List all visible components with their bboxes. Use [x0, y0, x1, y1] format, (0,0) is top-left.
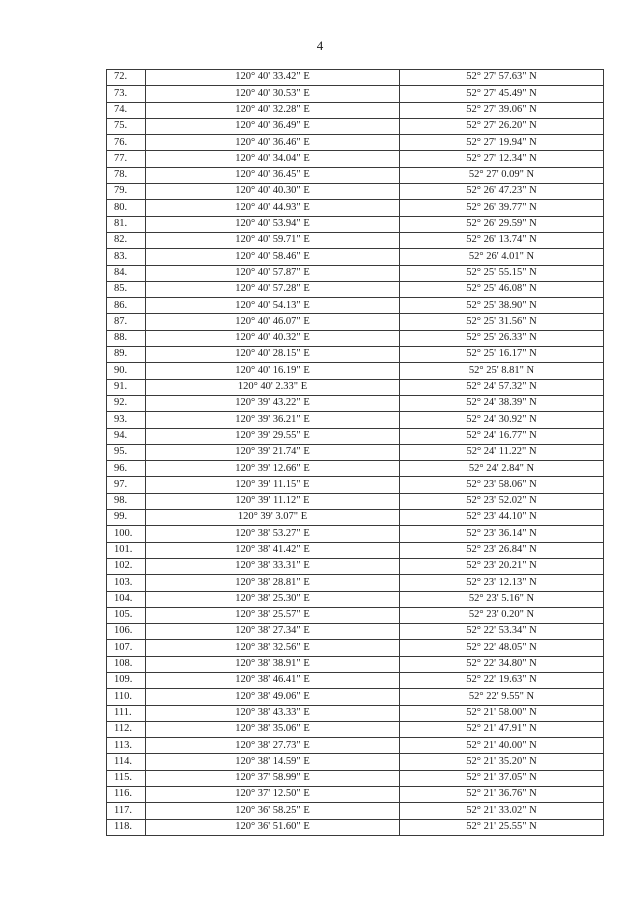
latitude-cell: 52° 27' 45.49" N	[400, 86, 604, 102]
longitude-cell: 120° 36' 58.25" E	[146, 803, 400, 819]
point-number-cell: 76.	[107, 135, 146, 151]
longitude-cell: 120° 40' 59.71" E	[146, 232, 400, 248]
table-row	[107, 232, 604, 248]
table-row	[107, 265, 604, 281]
table-row	[107, 118, 604, 134]
point-number-cell: 74.	[107, 102, 146, 118]
point-number-cell: 94.	[107, 428, 146, 444]
point-number-cell: 86.	[107, 298, 146, 314]
longitude-cell: 120° 40' 57.87" E	[146, 265, 400, 281]
longitude-cell: 120° 40' 57.28" E	[146, 281, 400, 297]
longitude-cell: 120° 39' 21.74" E	[146, 444, 400, 460]
table-row	[107, 314, 604, 330]
latitude-cell: 52° 25' 8.81" N	[400, 363, 604, 379]
point-number-cell: 98.	[107, 493, 146, 509]
longitude-cell: 120° 38' 53.27" E	[146, 526, 400, 542]
longitude-cell: 120° 40' 16.19" E	[146, 363, 400, 379]
latitude-cell: 52° 22' 53.34" N	[400, 624, 604, 640]
latitude-cell: 52° 21' 58.00" N	[400, 705, 604, 721]
point-number-cell: 81.	[107, 216, 146, 232]
longitude-cell: 120° 39' 11.12" E	[146, 493, 400, 509]
latitude-cell: 52° 23' 12.13" N	[400, 575, 604, 591]
point-number-cell: 112.	[107, 721, 146, 737]
table-row	[107, 721, 604, 737]
longitude-cell: 120° 38' 28.81" E	[146, 575, 400, 591]
longitude-cell: 120° 39' 36.21" E	[146, 412, 400, 428]
point-number-cell: 73.	[107, 86, 146, 102]
point-number-cell: 113.	[107, 738, 146, 754]
table-row	[107, 607, 604, 623]
point-number-cell: 72.	[107, 70, 146, 86]
longitude-cell: 120° 38' 49.06" E	[146, 689, 400, 705]
latitude-cell: 52° 23' 36.14" N	[400, 526, 604, 542]
longitude-cell: 120° 39' 43.22" E	[146, 395, 400, 411]
longitude-cell: 120° 40' 36.49" E	[146, 118, 400, 134]
point-number-cell: 85.	[107, 281, 146, 297]
latitude-cell: 52° 22' 48.05" N	[400, 640, 604, 656]
longitude-cell: 120° 39' 11.15" E	[146, 477, 400, 493]
longitude-cell: 120° 40' 40.30" E	[146, 184, 400, 200]
table-row	[107, 526, 604, 542]
latitude-cell: 52° 24' 11.22" N	[400, 444, 604, 460]
table-row	[107, 624, 604, 640]
longitude-cell: 120° 38' 25.57" E	[146, 607, 400, 623]
latitude-cell: 52° 21' 25.55" N	[400, 819, 604, 835]
table-row	[107, 461, 604, 477]
point-number-cell: 75.	[107, 118, 146, 134]
longitude-cell: 120° 38' 38.91" E	[146, 656, 400, 672]
table-row	[107, 672, 604, 688]
latitude-cell: 52° 27' 12.34" N	[400, 151, 604, 167]
table-row	[107, 575, 604, 591]
latitude-cell: 52° 25' 16.17" N	[400, 347, 604, 363]
table-row	[107, 200, 604, 216]
point-number-cell: 96.	[107, 461, 146, 477]
point-number-cell: 104.	[107, 591, 146, 607]
point-number-cell: 99.	[107, 510, 146, 526]
latitude-cell: 52° 23' 20.21" N	[400, 558, 604, 574]
longitude-cell: 120° 37' 58.99" E	[146, 770, 400, 786]
latitude-cell: 52° 25' 26.33" N	[400, 330, 604, 346]
longitude-cell: 120° 38' 35.06" E	[146, 721, 400, 737]
table-row	[107, 428, 604, 444]
latitude-cell: 52° 22' 19.63" N	[400, 672, 604, 688]
point-number-cell: 108.	[107, 656, 146, 672]
latitude-cell: 52° 21' 37.05" N	[400, 770, 604, 786]
point-number-cell: 115.	[107, 770, 146, 786]
longitude-cell: 120° 39' 29.55" E	[146, 428, 400, 444]
latitude-cell: 52° 23' 58.06" N	[400, 477, 604, 493]
table-row	[107, 395, 604, 411]
longitude-cell: 120° 38' 46.41" E	[146, 672, 400, 688]
latitude-cell: 52° 24' 2.84" N	[400, 461, 604, 477]
latitude-cell: 52° 24' 57.32" N	[400, 379, 604, 395]
table-row	[107, 754, 604, 770]
table-row	[107, 86, 604, 102]
point-number-cell: 117.	[107, 803, 146, 819]
point-number-cell: 100.	[107, 526, 146, 542]
latitude-cell: 52° 21' 35.20" N	[400, 754, 604, 770]
table-row	[107, 135, 604, 151]
longitude-cell: 120° 40' 58.46" E	[146, 249, 400, 265]
table-row	[107, 542, 604, 558]
latitude-cell: 52° 23' 44.10" N	[400, 510, 604, 526]
point-number-cell: 80.	[107, 200, 146, 216]
longitude-cell: 120° 40' 36.45" E	[146, 167, 400, 183]
latitude-cell: 52° 27' 0.09" N	[400, 167, 604, 183]
point-number-cell: 118.	[107, 819, 146, 835]
latitude-cell: 52° 27' 26.20" N	[400, 118, 604, 134]
point-number-cell: 103.	[107, 575, 146, 591]
latitude-cell: 52° 27' 57.63" N	[400, 70, 604, 86]
point-number-cell: 110.	[107, 689, 146, 705]
point-number-cell: 114.	[107, 754, 146, 770]
point-number-cell: 116.	[107, 787, 146, 803]
table-row	[107, 738, 604, 754]
longitude-cell: 120° 38' 41.42" E	[146, 542, 400, 558]
latitude-cell: 52° 25' 38.90" N	[400, 298, 604, 314]
latitude-cell: 52° 22' 9.55" N	[400, 689, 604, 705]
point-number-cell: 105.	[107, 607, 146, 623]
longitude-cell: 120° 40' 40.32" E	[146, 330, 400, 346]
point-number-cell: 90.	[107, 363, 146, 379]
point-number-cell: 107.	[107, 640, 146, 656]
point-number-cell: 101.	[107, 542, 146, 558]
table-row	[107, 330, 604, 346]
latitude-cell: 52° 21' 40.00" N	[400, 738, 604, 754]
longitude-cell: 120° 40' 44.93" E	[146, 200, 400, 216]
longitude-cell: 120° 38' 27.73" E	[146, 738, 400, 754]
point-number-cell: 82.	[107, 232, 146, 248]
table-row	[107, 558, 604, 574]
longitude-cell: 120° 38' 27.34" E	[146, 624, 400, 640]
point-number-cell: 77.	[107, 151, 146, 167]
longitude-cell: 120° 40' 30.53" E	[146, 86, 400, 102]
latitude-cell: 52° 25' 46.08" N	[400, 281, 604, 297]
table-row	[107, 705, 604, 721]
longitude-cell: 120° 38' 32.56" E	[146, 640, 400, 656]
table-row	[107, 787, 604, 803]
latitude-cell: 52° 26' 29.59" N	[400, 216, 604, 232]
point-number-cell: 95.	[107, 444, 146, 460]
table-row	[107, 510, 604, 526]
longitude-cell: 120° 40' 34.04" E	[146, 151, 400, 167]
latitude-cell: 52° 24' 30.92" N	[400, 412, 604, 428]
point-number-cell: 93.	[107, 412, 146, 428]
table-row	[107, 281, 604, 297]
point-number-cell: 89.	[107, 347, 146, 363]
table-row	[107, 819, 604, 835]
table-row	[107, 591, 604, 607]
latitude-cell: 52° 23' 52.02" N	[400, 493, 604, 509]
table-row	[107, 363, 604, 379]
longitude-cell: 120° 39' 3.07" E	[146, 510, 400, 526]
point-number-cell: 84.	[107, 265, 146, 281]
latitude-cell: 52° 27' 19.94" N	[400, 135, 604, 151]
longitude-cell: 120° 40' 2.33" E	[146, 379, 400, 395]
latitude-cell: 52° 26' 39.77" N	[400, 200, 604, 216]
latitude-cell: 52° 23' 0.20" N	[400, 607, 604, 623]
latitude-cell: 52° 26' 4.01" N	[400, 249, 604, 265]
table-row	[107, 493, 604, 509]
latitude-cell: 52° 21' 47.91" N	[400, 721, 604, 737]
point-number-cell: 97.	[107, 477, 146, 493]
longitude-cell: 120° 40' 28.15" E	[146, 347, 400, 363]
table-row	[107, 444, 604, 460]
latitude-cell: 52° 26' 13.74" N	[400, 232, 604, 248]
table-row	[107, 640, 604, 656]
page-number: 4	[316, 38, 324, 53]
longitude-cell: 120° 38' 25.30" E	[146, 591, 400, 607]
coordinates-table	[106, 69, 604, 836]
longitude-cell: 120° 38' 43.33" E	[146, 705, 400, 721]
table-row	[107, 803, 604, 819]
longitude-cell: 120° 38' 14.59" E	[146, 754, 400, 770]
table-row	[107, 216, 604, 232]
point-number-cell: 111.	[107, 705, 146, 721]
latitude-cell: 52° 21' 33.02" N	[400, 803, 604, 819]
longitude-cell: 120° 40' 54.13" E	[146, 298, 400, 314]
latitude-cell: 52° 23' 26.84" N	[400, 542, 604, 558]
longitude-cell: 120° 40' 33.42" E	[146, 70, 400, 86]
longitude-cell: 120° 39' 12.66" E	[146, 461, 400, 477]
point-number-cell: 87.	[107, 314, 146, 330]
point-number-cell: 88.	[107, 330, 146, 346]
longitude-cell: 120° 37' 12.50" E	[146, 787, 400, 803]
table-row	[107, 347, 604, 363]
longitude-cell: 120° 40' 53.94" E	[146, 216, 400, 232]
longitude-cell: 120° 36' 51.60" E	[146, 819, 400, 835]
table-row	[107, 102, 604, 118]
latitude-cell: 52° 24' 38.39" N	[400, 395, 604, 411]
longitude-cell: 120° 38' 33.31" E	[146, 558, 400, 574]
table-row	[107, 379, 604, 395]
table-row	[107, 167, 604, 183]
longitude-cell: 120° 40' 46.07" E	[146, 314, 400, 330]
table-row	[107, 656, 604, 672]
coordinates-table-body	[107, 70, 604, 836]
latitude-cell: 52° 22' 34.80" N	[400, 656, 604, 672]
latitude-cell: 52° 24' 16.77" N	[400, 428, 604, 444]
latitude-cell: 52° 26' 47.23" N	[400, 184, 604, 200]
point-number-cell: 109.	[107, 672, 146, 688]
point-number-cell: 79.	[107, 184, 146, 200]
table-row	[107, 770, 604, 786]
table-row	[107, 151, 604, 167]
latitude-cell: 52° 25' 55.15" N	[400, 265, 604, 281]
longitude-cell: 120° 40' 32.28" E	[146, 102, 400, 118]
table-row	[107, 689, 604, 705]
point-number-cell: 92.	[107, 395, 146, 411]
table-row	[107, 184, 604, 200]
longitude-cell: 120° 40' 36.46" E	[146, 135, 400, 151]
table-row	[107, 412, 604, 428]
table-row	[107, 70, 604, 86]
point-number-cell: 102.	[107, 558, 146, 574]
point-number-cell: 91.	[107, 379, 146, 395]
latitude-cell: 52° 23' 5.16" N	[400, 591, 604, 607]
table-row	[107, 298, 604, 314]
latitude-cell: 52° 27' 39.06" N	[400, 102, 604, 118]
latitude-cell: 52° 21' 36.76" N	[400, 787, 604, 803]
table-row	[107, 249, 604, 265]
point-number-cell: 106.	[107, 624, 146, 640]
point-number-cell: 83.	[107, 249, 146, 265]
point-number-cell: 78.	[107, 167, 146, 183]
latitude-cell: 52° 25' 31.56" N	[400, 314, 604, 330]
table-row	[107, 477, 604, 493]
